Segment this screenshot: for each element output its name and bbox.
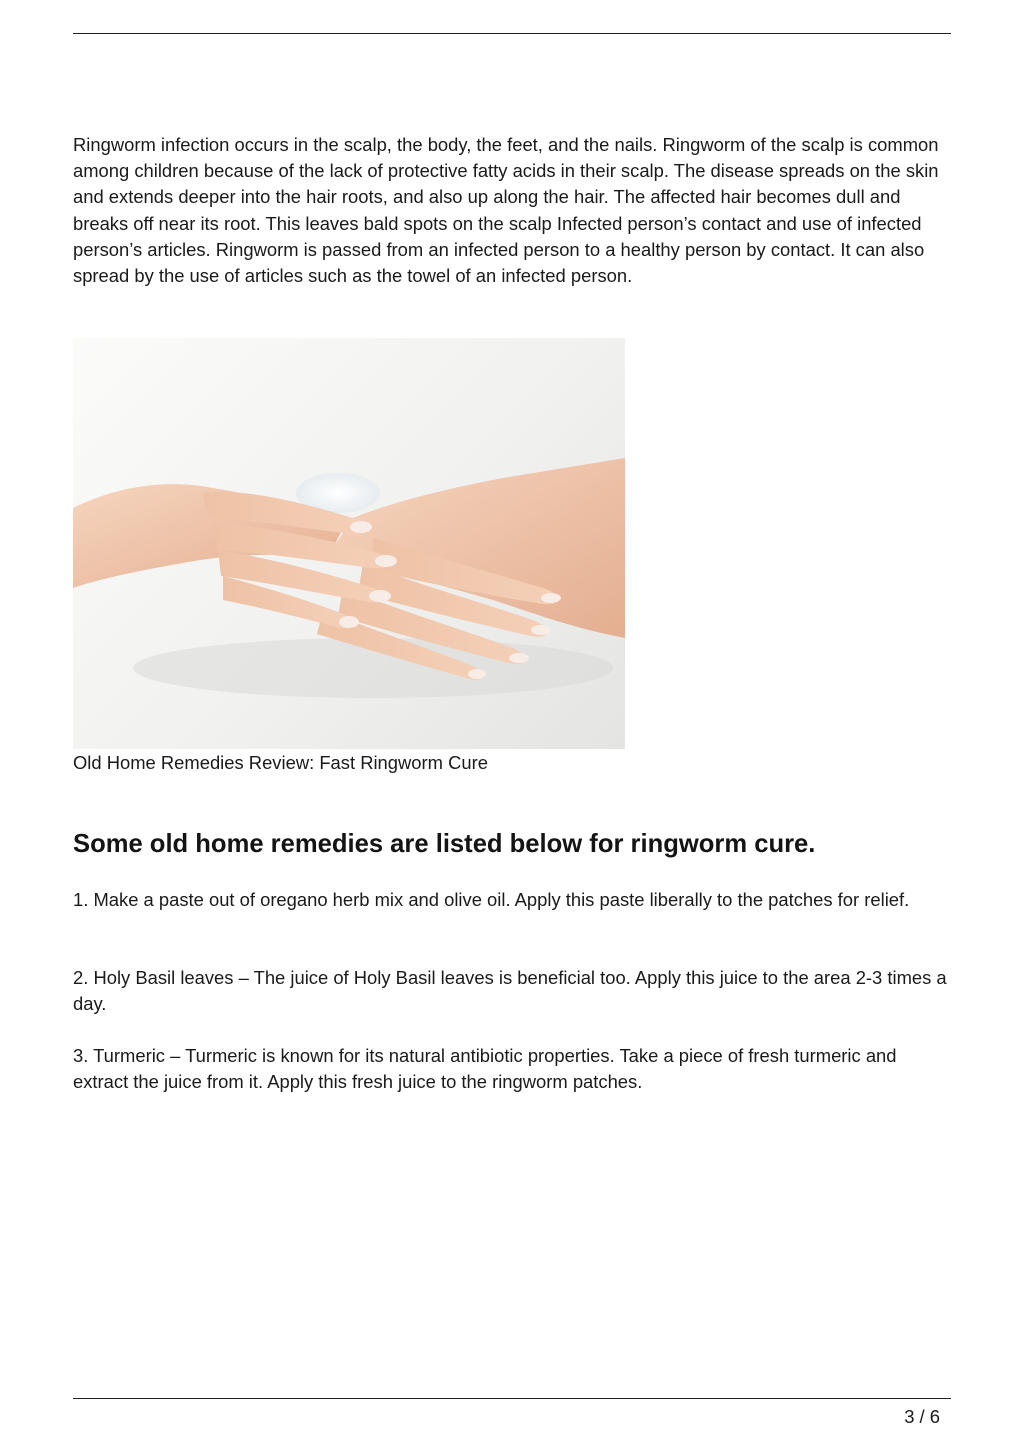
section-heading: Some old home remedies are listed below for ringworm cure.: [73, 830, 816, 858]
remedy-item-1: 1. Make a paste out of oregano herb mix and olive oil. Apply this paste liberally to the patches for relief.: [73, 889, 910, 910]
remedy-item-2: 2. Holy Basil leaves – The juice of Holy Basil leaves is beneficial too. Apply this juice to the area 2-3 times a day.: [73, 967, 947, 1015]
page-number: 3 / 6: [904, 1406, 940, 1427]
footer-rule: [73, 1398, 951, 1399]
remedy-item-3: 3. Turmeric – Turmeric is known for its natural antibiotic properties. Take a piece of fresh turmeric and extract the juice from it. Apply this fresh juice to the ringworm patches.: [73, 1045, 897, 1093]
hands-cream-photo: [73, 338, 625, 749]
header-rule: [73, 33, 951, 34]
figure-caption: Old Home Remedies Review: Fast Ringworm Cure: [73, 752, 488, 773]
intro-paragraph: Ringworm infection occurs in the scalp, the body, the feet, and the nails. Ringworm of the scalp is common among children because of the lack of protective fatty acids in their scalp. The disease spreads on the skin and extends deeper into the hair roots, and also up along the hair. The affected hair becomes dull and breaks off near its root. This leaves bald spots on the scalp Infected person’s contact and use of infected person’s articles. Ringworm is passed from an infected person to a healthy person by contact. It can also spread by the use of articles such as the towel of an infected person.: [73, 134, 939, 287]
